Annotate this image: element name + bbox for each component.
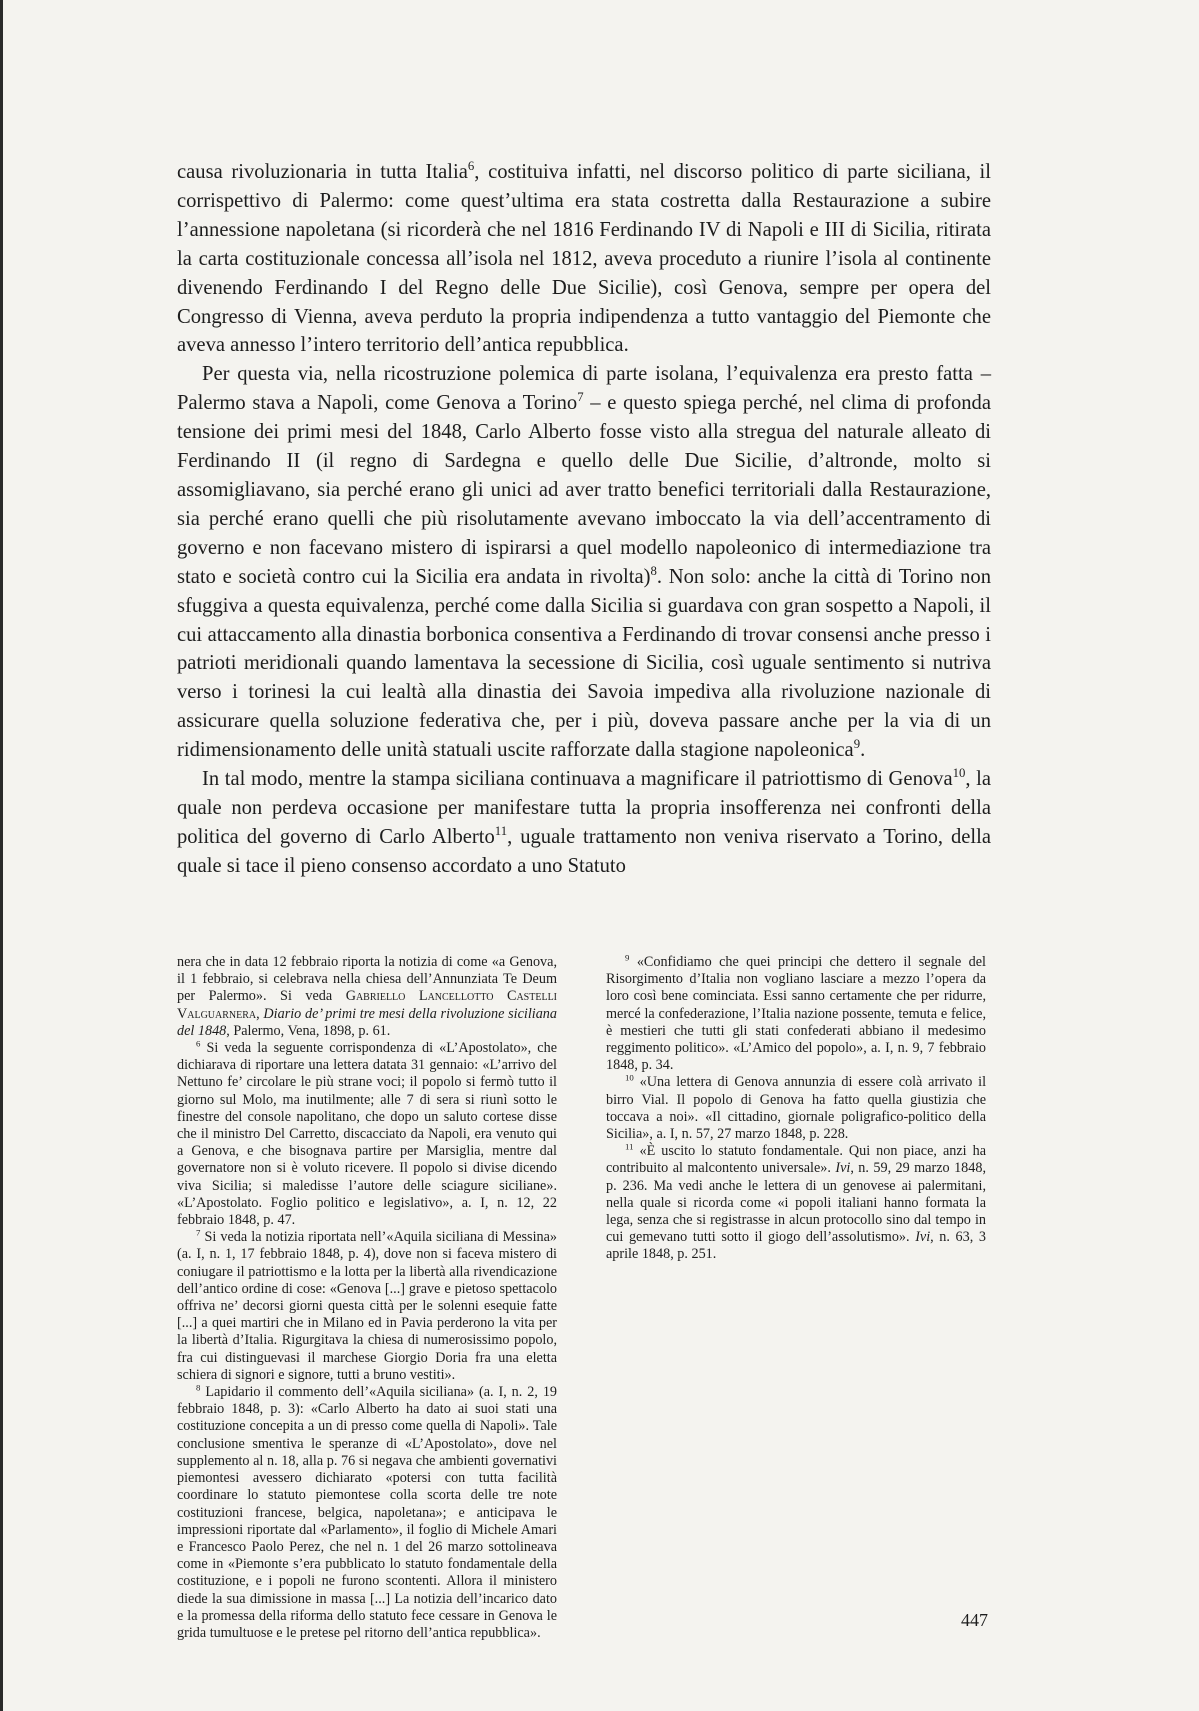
text-run: «È uscito lo statuto fondamentale. Qui non piace, anzi ha contribuito al malcontento universale». [606, 1143, 987, 1177]
footnote-number: 7 [196, 1227, 201, 1238]
text-run: Per questa via, nella ricostruzione polemica di parte isolana, l’equivalenza era presto fatta – Palermo stava a Napoli, come Genova a Torino [177, 363, 991, 415]
footnote-8 [177, 1384, 557, 1642]
text-run: nera che in data 12 febbraio riporta la notizia di come «a Genova, il 1 febbraio, si celebrava nella chiesa dell’Annunziata Te Deum per Palermo». Si veda [177, 954, 557, 1005]
footnote-7 [177, 1229, 557, 1384]
text-run: , costituiva infatti, nel discorso politico di parte siciliana, il corrispettivo di Palermo: come quest’ultima era stata costretta dalla Restaurazione a subire l’annessione napoletana (si ricorderà che nel 1816 Ferdinando IV di Napoli e III di Sicilia, ritirata la carta costituzionale concessa all’isola nel 1812, aveva proceduto a riunire l’isola al continente divenendo Ferdinando I del Regno delle Due Sicilie), così Genova, sempre per opera del Congresso di Vienna, aveva perduto la propria indipendenza a tutto vantaggio del Piemonte che aveva annesso l’intero territorio dell’antica repubblica. [177, 161, 991, 357]
footnote-number: 11 [625, 1141, 634, 1152]
text-run: , Palermo, Vena, 1898, p. 61. [226, 1022, 391, 1039]
book-title: Diario de’ primi tre mesi della rivoluzione siciliana del 1848 [177, 1005, 557, 1039]
footnote-ref-7[interactable]: 7 [577, 390, 584, 405]
footnote-text: Si veda la seguente corrispondenza di «L’Apostolato», che dichiarava di riportare una lettera datata 31 gennaio: «L’arrivo del Nettuno fe’ circolare le più strane voci; il popolo si fermò tutto il giorno sul Molo, ma inutilmente; alle 7 di sera si riunì sotto le finestre del console napolitano, che dopo un saluto cortese disse che il ministro Del Carretto, discacciato da Napoli, era venuto qui a Genova, e che bisognava partire per Marsiglia, mentre dal governatore non si è voluto ricevere. Il popolo si divise dicendo viva Sicilia; si maledisse l’autore delle sciagure siciliane». «L’Apostolato. Foglio politico e legislativo», a. I, n. 12, 22 febbraio 1848, p. 47. [177, 1040, 557, 1229]
footnote-number: 9 [625, 952, 630, 963]
footnote-number: 10 [625, 1072, 634, 1083]
footnote-11 [606, 1143, 986, 1263]
footnote-9 [606, 954, 986, 1074]
ivi-reference: Ivi [915, 1229, 931, 1246]
footnote-6 [177, 1040, 557, 1229]
author-name: Gabriello Lancellotto Castelli Valguarnera [177, 988, 558, 1022]
footnotes-left-column [177, 954, 557, 1642]
footnote-text: «Confidiamo che quei principi che dettero il segnale del Risorgimento d’Italia non vogliano lasciare a mezzo l’opera da loro così bene cominciata. Essi sanno certamente che per ridurre, mercé la confederazione, l’Italia nazione possente, temuta e felice, è mestieri che tutti gli stati confederati abbiano il medesimo reggimento politico». «L’Amico del popolo», a. I, n. 9, 7 febbraio 1848, p. 34. [606, 954, 986, 1074]
ivi-reference: Ivi [835, 1160, 851, 1177]
page-edge [0, 0, 3, 1711]
footnote-ref-10[interactable]: 10 [952, 766, 966, 781]
text-run: , [256, 1005, 264, 1022]
footnote-number: 6 [196, 1038, 201, 1049]
page-number: 447 [961, 1610, 988, 1630]
footnote-ref-6[interactable]: 6 [467, 159, 475, 174]
footnote-10 [606, 1074, 986, 1143]
text-run: , n. 63, 3 aprile 1848, p. 251. [606, 1229, 986, 1263]
paragraph-2 [177, 360, 991, 765]
text-run: In tal modo, mentre la stampa siciliana continuava a magnificare il patriottismo di Genova [202, 768, 953, 791]
paragraph-3 [177, 765, 991, 881]
footnote-ref-9[interactable]: 9 [853, 737, 861, 752]
text-run: . Non solo: anche la città di Torino non sfuggiva a questa equivalenza, perché come dalla Sicilia si guardava con gran sospetto a Napoli, il cui attaccamento alla dinastia borbonica consentiva a Ferdinando di trovar consensi anche presso i patrioti meridionali quando lamentava la secessione di Sicilia, così uguale sentimento si nutriva verso i torinesi la cui lealtà alla dinastia dei Savoia impediva alla rivoluzione nazionale di assicurare quella soluzione federativa che, per i più, doveva passare anche per la via di un ridimensionamento delle unità statuali uscite rafforzate dalla stagione napoleonica [177, 565, 991, 762]
footnote-ref-11[interactable]: 11 [494, 823, 508, 838]
text-run: – e questo spiega perché, nel clima di profonda tensione dei primi mesi del 1848, Carlo Alberto fosse visto alla stregua del naturale alleato di Ferdinando II (il regno di Sardegna e quello delle Due Sicilie, d’altronde, molto si assomigliavano, sia perché erano gli unici ad aver tratto benefici territoriali dalla Restaurazione, sia perché erano quelli che più risolutamente avevano imboccato la via dell’accentramento di governo e non facevano mistero di ispirarsi a quel modello napoleonico di intermediazione tra stato e società contro cui la Sicilia era andata in rivolta) [177, 392, 991, 588]
footnote-number: 8 [196, 1382, 201, 1393]
footnote-ref-8[interactable]: 8 [650, 563, 657, 578]
footnote-text: «Una lettera di Genova annunzia di essere colà arrivato il birro Vial. Il popolo di Genova ha fatto quella giustizia che toccava a noi». «Il cittadino, giornale poligrafico-politico della Sicilia», a. I, n. 57, 27 marzo 1848, p. 228. [606, 1074, 987, 1143]
text-run: , n. 59, 29 marzo 1848, p. 236. Ma vedi anche le lettera di un genovese ai palermitani, nella quale si ricorda come «i popoli italiani hanno formata la lega, senza che si registrasse in alcun protocollo sino dal tempo in cui gemevano tutti sotto il giogo dell’assolutismo». [606, 1160, 986, 1246]
footnotes-right-column [606, 954, 986, 1264]
footnote-continued [177, 954, 557, 1040]
text-run: , uguale trattamento non veniva riservato a Torino, della quale si tace il pieno consenso accordato a uno Statuto [177, 825, 992, 877]
main-text [177, 158, 991, 881]
text-run: . [860, 739, 866, 762]
footnote-text: Lapidario il commento dell’«Aquila siciliana» (a. I, n. 2, 19 febbraio 1848, p. 3): «Carlo Alberto ha dato ai suoi stati una costituzione concepita a un di presso come quella di Napoli». Tale conclusione smentiva le speranze di «L’Apostolato», dove nel supplemento al n. 18, alla p. 76 si negava che ambienti governativi piemontesi avessero dichiarato «potersi con tutta facilità coordinare lo statuto piemontese colla scorta delle tre note costituzioni francese, belgica, napoletana»; e anticipava le impressioni riportate dal «Parlamento», il foglio di Michele Amari e Francesco Paolo Perez, che nel n. 1 del 26 marzo sottolineava come in «Piemonte s’era pubblicato lo statuto fondamentale della costituzione, e i popoli ne furono scontenti. Allora il ministero diede la sua dimissione in massa [...] La notizia dell’incarico dato e la promessa della riforma dello statuto fece cessare in Genova le grida tumultuose e le pretese pel ritorno dell’antica repubblica». [177, 1384, 558, 1641]
text-run: causa rivoluzionaria in tutta Italia [177, 161, 468, 183]
paragraph-1 [177, 158, 991, 360]
text-run: , la quale non perdeva occasione per manifestare tutta la propria insofferenza nei confronti della politica del governo di Carlo Alberto [177, 768, 991, 848]
footnote-text: Si veda la notizia riportata nell’«Aquila siciliana di Messina» (a. I, n. 1, 17 febbraio 1848, p. 4), dove non si faceva mistero di coniugare il patriottismo e la lotta per la libertà alla rivendicazione dell’antico ordine di cose: «Genova [...] grave e pietoso spettacolo offriva ne’ decorsi giorni questa città per le solenni esequie fatte [...] a quei martiri che in Milano ed in Pavia perderono la vita per la libertà d’Italia. Rigurgitava la chiesa di numerosissimo popolo, fra cui distinguevasi il marchese Giorgio Doria fra una eletta schiera di signori e signore, tutti a bruno vestiti». [177, 1229, 557, 1383]
